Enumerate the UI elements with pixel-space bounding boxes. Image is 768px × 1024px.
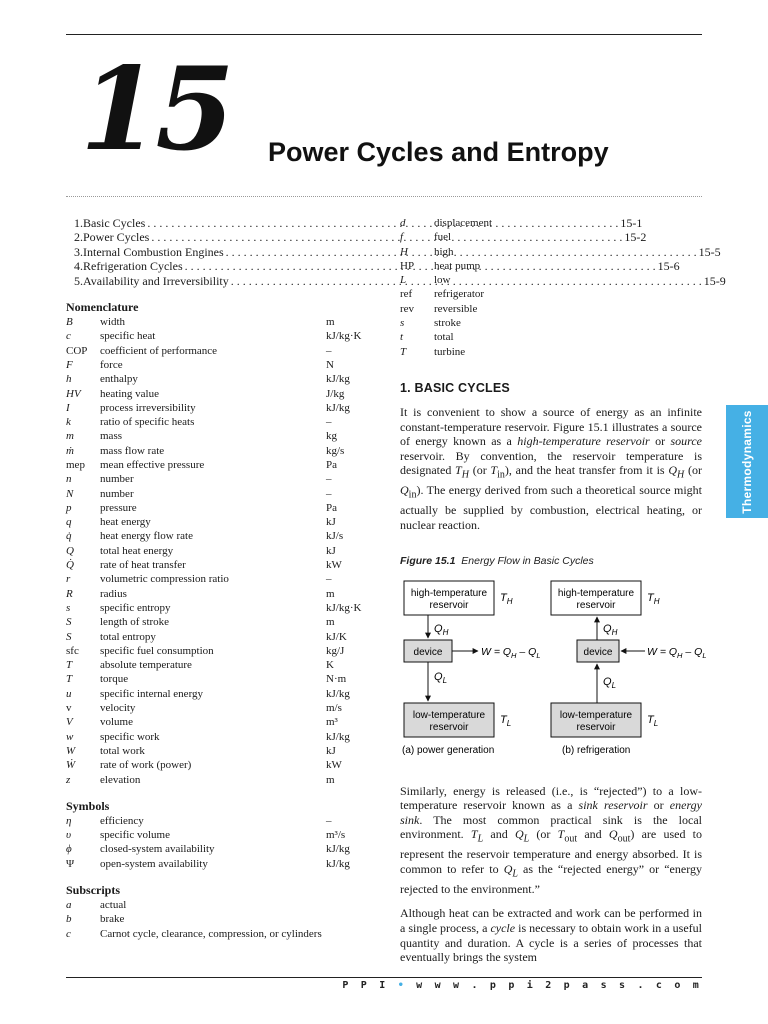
unit: kg <box>326 430 337 443</box>
nomenclature-row <box>66 401 371 415</box>
device-label: device <box>413 646 443 658</box>
nomenclature-row <box>66 587 371 601</box>
nomenclature-row <box>66 515 371 529</box>
unit: kJ/kg <box>326 401 350 414</box>
definition: heat pump <box>434 259 481 272</box>
nomenclature-row <box>66 687 371 701</box>
definition: velocity <box>100 702 136 715</box>
definition: number <box>100 473 134 486</box>
symbol: L <box>400 274 407 287</box>
unit: – <box>326 573 332 586</box>
unit: kW <box>326 759 342 772</box>
nomenclature-row <box>400 287 702 301</box>
figure-caption <box>400 555 702 567</box>
nomenclature-row <box>66 487 371 501</box>
nomenclature-row <box>400 330 702 344</box>
symbol: s <box>400 317 405 330</box>
toc-number: 5. <box>74 273 83 288</box>
nomenclature-row <box>400 259 702 273</box>
unit: J/kg <box>326 387 345 400</box>
unit: kJ <box>326 516 336 529</box>
definition: torque <box>100 673 129 686</box>
symbol: υ <box>66 829 72 842</box>
definition: force <box>100 358 123 371</box>
unit: kJ/kg <box>326 730 350 743</box>
energy-flow-diagram <box>400 577 707 757</box>
symbol: rev <box>400 302 415 315</box>
symbol: H <box>400 245 408 258</box>
nomenclature-row <box>66 773 371 787</box>
symbol: ṁ <box>66 444 74 457</box>
definition: rate of work (power) <box>100 759 192 772</box>
dotted-rule <box>66 196 702 197</box>
unit: kg/s <box>326 444 345 457</box>
nomenclature-row <box>66 415 371 429</box>
definition: process irreversibility <box>100 401 196 414</box>
nomenclature-row <box>66 814 371 828</box>
symbol: w <box>66 730 74 743</box>
definition: specific internal energy <box>100 687 204 700</box>
symbol: t <box>400 331 404 344</box>
nomenclature-row <box>66 358 371 372</box>
symbol: c <box>66 927 71 940</box>
power-generation-diagram <box>402 581 540 756</box>
unit: – <box>326 344 332 357</box>
unit: kJ/s <box>326 530 344 543</box>
unit: Pa <box>326 501 337 514</box>
nomenclature-row <box>66 529 371 543</box>
toc-page: 15-9 <box>703 273 726 288</box>
unit: kg/J <box>326 644 345 657</box>
toc-number: 2. <box>74 230 83 245</box>
symbol: COP <box>66 344 88 357</box>
footer-bullet: • <box>397 980 407 991</box>
definition: Carnot cycle, clearance, compression, or cylinders <box>100 927 322 940</box>
definition: radius <box>100 587 127 600</box>
footer-url[interactable]: w w w . p p i 2 p a s s . c o m <box>416 980 702 991</box>
low-box-b-line1: low-temperature <box>559 709 633 721</box>
nomenclature-row <box>400 273 702 287</box>
refrigeration-diagram <box>551 581 706 756</box>
definition: number <box>100 487 134 500</box>
symbol: T <box>66 659 73 672</box>
nomenclature-row <box>66 501 371 515</box>
nomenclature-row <box>66 429 371 443</box>
definition: volume <box>100 716 133 729</box>
symbol: v <box>66 702 72 715</box>
definition: actual <box>100 899 127 912</box>
nomenclature-row <box>400 230 702 244</box>
toc-label: Internal Combustion Engines <box>83 244 224 259</box>
definition: mean effective pressure <box>100 459 205 471</box>
definition: total work <box>100 744 145 757</box>
body-paragraph: Similarly, energy is released (i.e., is “rejected”) to a low-temperature reservoir known as a sink reservoir or energy sink. The most common practical sink is the local environment. $T_L$ and $Q_L$ (or $T_{out}$ and $Q_{out}$) are used to represent the reservoir temperature and energy absorbed. It is common to refer to $Q_L$ as the “rejected energy” or “energy rejected to the environment.” <box>400 783 703 896</box>
symbol: d <box>400 217 406 229</box>
nomenclature-row <box>66 744 371 758</box>
nomenclature-row <box>66 601 371 615</box>
definition: heating value <box>100 387 159 400</box>
definition: closed-system availability <box>100 843 215 856</box>
nomenclature-row <box>66 544 371 558</box>
symbol: q̇ <box>66 530 72 543</box>
nomenclature-row <box>66 701 371 715</box>
symbol: Ψ <box>66 857 75 870</box>
work-equation-b: $W = Q_H - Q_L$ <box>647 645 707 660</box>
symbol: HP <box>400 259 415 272</box>
figure-number: Figure 15.1 <box>400 554 456 567</box>
toc-number: 3. <box>74 244 83 259</box>
nomenclature-row <box>66 857 371 871</box>
nomenclature-row <box>66 927 371 941</box>
nomenclature-row <box>400 245 702 259</box>
symbol: η <box>66 814 72 827</box>
symbol: u <box>66 687 72 700</box>
unit: kJ/kg <box>326 843 350 856</box>
toc-label: Refrigeration Cycles <box>83 259 183 274</box>
nomenclature-row <box>66 630 371 644</box>
nomenclature-row <box>66 472 371 486</box>
right-column <box>400 216 707 975</box>
nomenclature-row <box>66 387 371 401</box>
section-tab-thermodynamics[interactable] <box>726 405 768 518</box>
symbol: n <box>66 473 72 486</box>
qh-label-b: $Q_H$ <box>603 622 618 637</box>
unit: kJ/kg <box>326 373 350 386</box>
toc-page: 15-6 <box>657 259 680 274</box>
high-box-line1: high-temperature <box>410 587 488 599</box>
symbol: S <box>66 616 72 629</box>
definition: high <box>434 245 454 258</box>
definition: brake <box>100 913 125 926</box>
footer-publisher: P P I <box>342 980 389 991</box>
nomenclature-row <box>66 344 371 358</box>
definition: low <box>434 274 451 287</box>
toc-number: 1. <box>74 216 83 230</box>
th-label-b: $T_H$ <box>647 591 660 606</box>
chapter-title: Power Cycles and Entropy <box>268 137 609 167</box>
definition: enthalpy <box>100 373 138 386</box>
ql-label-b: $Q_L$ <box>603 675 617 690</box>
definition: stroke <box>434 317 461 330</box>
symbol: q <box>66 516 72 529</box>
symbol: V <box>66 716 73 729</box>
toc-label: Basic Cycles <box>83 216 146 230</box>
symbol: sfc <box>66 644 79 657</box>
toc-number: 4. <box>74 259 83 274</box>
unit: kJ <box>326 744 336 757</box>
symbol: b <box>66 913 72 926</box>
symbol: W <box>66 744 76 757</box>
nomenclature-row <box>66 842 371 856</box>
nomenclature-row <box>66 715 371 729</box>
nomenclature-row <box>66 458 371 472</box>
work-equation: $W = Q_H - Q_L$ <box>481 645 541 660</box>
section-tab-label: Thermodynamics <box>740 409 754 514</box>
nomenclature-row <box>66 558 371 572</box>
definition: length of stroke <box>100 616 170 629</box>
definition: displacement <box>434 217 493 229</box>
unit: – <box>326 416 332 429</box>
th-label: $T_H$ <box>500 591 513 606</box>
section-title: 1. BASIC CYCLES <box>400 380 510 395</box>
footer <box>342 980 702 991</box>
definition: turbine <box>434 345 466 358</box>
symbol: z <box>66 773 71 786</box>
chapter-number: 15 <box>80 42 231 176</box>
symbol: h <box>66 373 72 386</box>
definition: width <box>100 316 126 329</box>
symbols-list <box>66 814 371 871</box>
nomenclature-row <box>400 216 702 230</box>
tl-label-b: $T_L$ <box>647 713 659 728</box>
nomenclature-row <box>66 315 371 329</box>
device-label-b: device <box>583 646 613 658</box>
symbols-heading: Symbols <box>66 798 110 813</box>
definition: fuel <box>434 231 452 244</box>
definition: ratio of specific heats <box>100 416 195 429</box>
definition: mass <box>100 430 122 443</box>
symbol: HV <box>66 387 81 400</box>
definition: specific heat <box>100 330 156 343</box>
symbol: a <box>66 899 72 912</box>
unit: m <box>326 773 335 786</box>
symbol: R <box>66 587 73 600</box>
unit: m <box>326 587 335 600</box>
unit: K <box>326 659 334 672</box>
symbol: ref <box>400 288 413 301</box>
nomenclature-row <box>400 345 702 359</box>
toc-page: 15-1 <box>620 216 643 230</box>
definition: efficiency <box>100 814 144 827</box>
bottom-rule <box>66 977 702 978</box>
definition: total entropy <box>100 630 156 643</box>
nomenclature-row <box>66 444 371 458</box>
nomenclature-row <box>66 329 371 343</box>
unit: m <box>326 616 335 629</box>
low-box-b-line2: reservoir <box>576 721 616 733</box>
unit: kW <box>326 559 342 572</box>
label-b: (b) refrigeration <box>562 744 631 756</box>
nomenclature-row <box>66 898 371 912</box>
unit: kJ/K <box>326 630 347 643</box>
nomenclature-row <box>66 912 371 926</box>
nomenclature-heading: Nomenclature <box>66 300 139 315</box>
definition: pressure <box>100 501 137 514</box>
subscripts-list-left <box>66 898 371 941</box>
definition: refrigerator <box>434 288 485 301</box>
high-box-b-line2: reservoir <box>576 599 616 611</box>
definition: coefficient of performance <box>100 344 218 357</box>
symbol: r <box>66 573 71 586</box>
unit: kJ/kg <box>326 857 350 870</box>
body-paragraph: Although heat can be extracted and work can be performed in a single process, a cycle is necessary to obtain work in a useful quantity and duration. A cycle is a series of processes that eventually brings the system <box>400 906 702 965</box>
subscripts-list-right <box>400 216 702 359</box>
unit: – <box>326 473 332 486</box>
toc-label: Availability and Irreversibility <box>83 273 229 288</box>
definition: rate of heat transfer <box>100 559 186 572</box>
definition: specific volume <box>100 829 170 842</box>
symbol: f <box>400 231 404 244</box>
nomenclature-row <box>66 644 371 658</box>
unit: m <box>326 316 335 329</box>
definition: absolute temperature <box>100 659 192 672</box>
symbol: m <box>66 430 74 443</box>
symbol: I <box>66 401 70 414</box>
top-rule <box>66 34 702 35</box>
unit: – <box>326 487 332 500</box>
symbol: F <box>66 358 73 371</box>
symbol: B <box>66 316 73 329</box>
low-box-line2: reservoir <box>429 721 469 733</box>
nomenclature-row <box>66 672 371 686</box>
nomenclature-row <box>66 615 371 629</box>
symbol: Ẇ <box>66 759 76 772</box>
symbol: T <box>400 345 407 358</box>
high-box-line2: reservoir <box>429 599 469 611</box>
symbol: k <box>66 416 71 429</box>
unit: kJ/kg·K <box>326 330 362 343</box>
toc-page: 15-5 <box>698 244 721 259</box>
unit: kJ/kg·K <box>326 601 362 614</box>
unit: – <box>326 814 332 827</box>
symbol: Q̇ <box>66 559 74 572</box>
low-box-line1: low-temperature <box>412 709 486 721</box>
nomenclature-row <box>400 302 702 316</box>
unit: m³ <box>326 716 338 729</box>
nomenclature-row <box>66 658 371 672</box>
toc-page: 15-2 <box>624 230 647 245</box>
figure-title: Energy Flow in Basic Cycles <box>461 554 594 567</box>
definition: heat energy flow rate <box>100 530 193 543</box>
unit: Pa <box>326 459 337 471</box>
symbol: ϕ <box>66 843 72 856</box>
ql-label: $Q_L$ <box>434 670 448 685</box>
symbol: Q <box>66 544 74 557</box>
definition: total <box>434 331 454 344</box>
symbol: S <box>66 630 72 643</box>
definition: specific fuel consumption <box>100 644 214 657</box>
definition: elevation <box>100 773 141 786</box>
tl-label: $T_L$ <box>500 713 512 728</box>
definition: open-system availability <box>100 857 208 870</box>
definition: reversible <box>434 302 478 315</box>
definition: specific entropy <box>100 601 171 614</box>
nomenclature-row <box>66 730 371 744</box>
nomenclature-row <box>66 572 371 586</box>
nomenclature-row <box>66 758 371 772</box>
definition: total heat energy <box>100 544 174 557</box>
label-a: (a) power generation <box>402 744 495 756</box>
qh-label: $Q_H$ <box>434 622 449 637</box>
nomenclature-row <box>66 372 371 386</box>
nomenclature-row <box>66 828 371 842</box>
symbol: T <box>66 673 73 686</box>
nomenclature-list <box>66 315 371 787</box>
symbol: c <box>66 330 71 343</box>
subscripts-heading: Subscripts <box>66 883 121 898</box>
unit: m/s <box>326 702 342 715</box>
symbol: p <box>66 501 72 514</box>
body-paragraph: It is convenient to show a source of energy as an infinite constant-temperature reservoir. Figure 15.1 illustrates a source of energy known as a high-temperature reservoir or source reservoir. By convention, the reservoir temperature is designated $T_H$ (or $T_{in}$), and the heat transfer from it is $Q_H$ (or $Q_{in}$). The energy derived from such a theoretical source might actually be supplied by combustion, electrical heating, or nuclear reaction. <box>400 404 702 532</box>
definition: mass flow rate <box>100 444 165 457</box>
definition: volumetric compression ratio <box>100 573 229 586</box>
high-box-b-line1: high-temperature <box>557 587 635 599</box>
unit: m³/s <box>326 829 346 842</box>
symbol: mep <box>66 459 85 471</box>
unit: kJ <box>326 544 336 557</box>
symbol: N <box>66 487 74 500</box>
toc-label: Power Cycles <box>83 230 150 245</box>
definition: specific work <box>100 730 160 743</box>
unit: kJ/kg <box>326 687 350 700</box>
unit: N·m <box>326 673 347 686</box>
symbol: s <box>66 601 71 614</box>
unit: N <box>326 358 334 371</box>
nomenclature-row <box>400 316 702 330</box>
definition: heat energy <box>100 516 151 529</box>
